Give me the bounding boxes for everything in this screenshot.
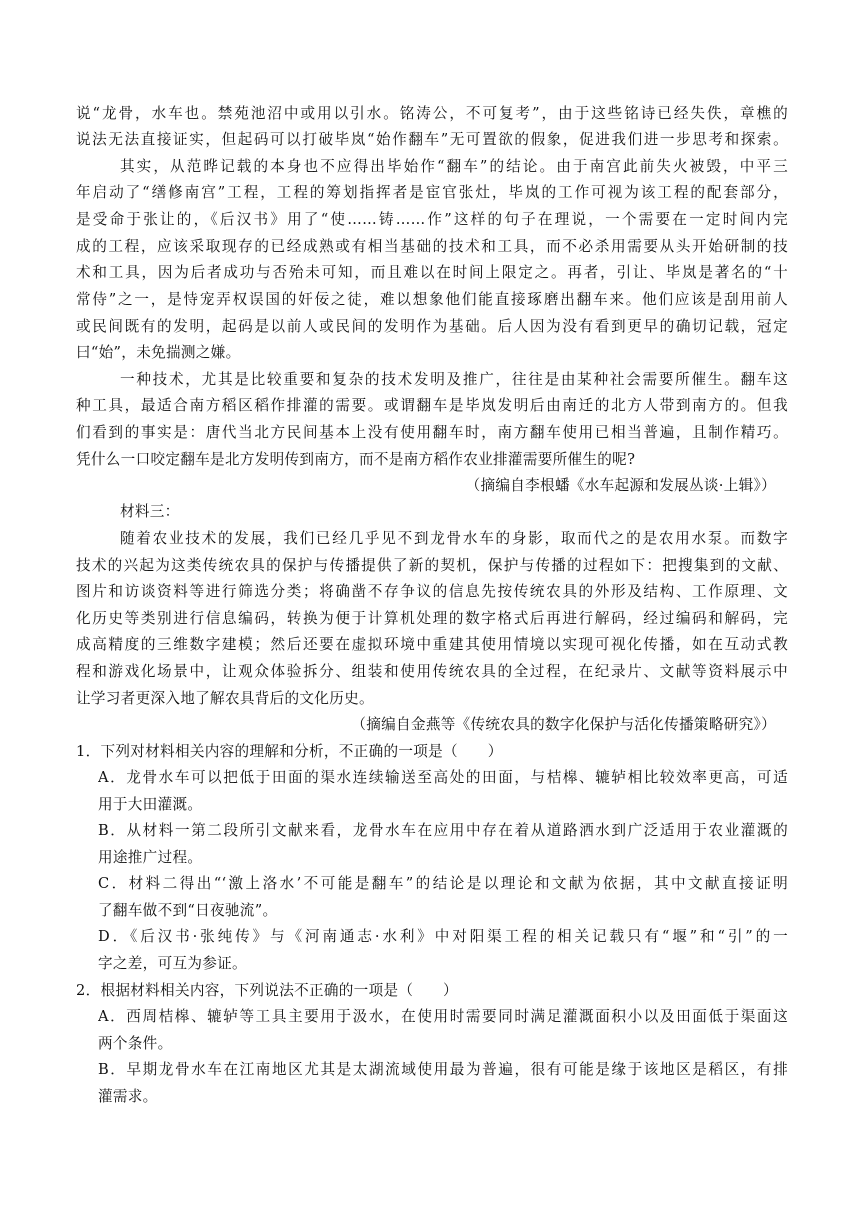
text-line: B．从材料一第二段所引文献来看，龙骨水车在应用中存在着从道路洒水到广泛适用于农业灌溉的 bbox=[98, 822, 788, 839]
text-line: 程和游戏化场景中，让观众体验拆分、组装和使用传统农具的全过程，在纪录片、文献等资料展示中 bbox=[76, 663, 788, 680]
text-line: A．龙骨水车可以把低于田面的渠水连续输送至高处的田面，与桔槔、辘轳相比较效率更高，可适 bbox=[98, 769, 788, 786]
text-line: A．西周桔槔、辘轳等工具主要用于汲水，在使用时需要同时满足灌溉面积小以及田面低于渠面这 bbox=[98, 1008, 788, 1025]
text-line: 年启动了“缮修南宫”工程，工程的筹划指挥者是宦官张灶，毕岚的工作可视为该工程的配套部分， bbox=[76, 184, 788, 201]
text-line: 们看到的事实是：唐代当北方民间基本上没有使用翻车时，南方翻车使用已相当普遍，且制作精巧。 bbox=[76, 424, 788, 441]
text-line: 用于大田灌溉。 bbox=[98, 796, 203, 813]
text-line: 一种技术，尤其是比较重要和复杂的技术发明及推广，往往是由某种社会需要所催生。翻车这 bbox=[120, 371, 788, 388]
text-line: 凭什么一口咬定翻车是北方发明传到南方，而不是南方稻作农业排灌需要所催生的呢? bbox=[76, 451, 636, 468]
text-line: 图片和访谈资料等进行筛选分类；将确凿不存争议的信息先按传统农具的外形及结构、工作原理、文 bbox=[76, 583, 788, 600]
text-line: 成的工程，应该采取现存的已经成熟或有相当基础的技术和工具，而不必杀用需要从头开始研制的技 bbox=[76, 238, 788, 255]
text-line: 技术的兴起为这类传统农具的保护与传播提供了新的契机，保护与传播的过程如下：把搜集到的文献、 bbox=[76, 557, 788, 574]
text-line: B．早期龙骨水车在江南地区尤其是太湖流域使用最为普遍，很有可能是缘于该地区是稻区，有排 bbox=[98, 1061, 788, 1078]
text-line: 常侍”之一，是恃宠弄权误国的奸佞之徒，难以想象他们能直接琢磨出翻车来。他们应该是刮用前人 bbox=[76, 291, 788, 308]
text-line: 字之差，可互为参证。 bbox=[98, 955, 247, 972]
text-line: 了翻车做不到“日夜驰流”。 bbox=[98, 902, 278, 919]
text-line: 两个条件。 bbox=[98, 1035, 173, 1052]
text-line: 成高精度的三维数字建模；然后还要在虚拟环境中重建其使用情境以实现可视化传播，如在互动式教 bbox=[76, 636, 788, 653]
text-line: 曰“始”，未免揣测之嫌。 bbox=[76, 344, 241, 361]
text-line: 术和工具，因为后者成功与否殆未可知，而且难以在时间上限定之。再者，引让、毕岚是著名的“十 bbox=[76, 264, 788, 281]
text-line: 种工具，最适合南方稻区稻作排灌的需要。或谓翻车是毕岚发明后由南迁的北方人带到南方的。但我 bbox=[76, 397, 788, 414]
text-line: 1．下列对材料相关内容的理解和分析，不正确的一项是（ ） bbox=[76, 743, 503, 760]
text-line: 是受命于张让的，《后汉书》用了“使……铸……作”这样的句子在理说，一个需要在一定时间内完 bbox=[76, 211, 788, 228]
text-line: 其实，从范晔记载的本身也不应得出毕始作“翻车”的结论。由于南宫此前失火被毁，中平三 bbox=[120, 158, 788, 175]
text-line: 随着农业技术的发展，我们已经几乎见不到龙骨水车的身影，取而代之的是农用水泵。而数字 bbox=[120, 530, 788, 547]
text-line: （摘编自李根蟠《水车起源和发展丛谈·上辑》） bbox=[465, 477, 776, 494]
text-line: D．《后汉书·张纯传》与《河南通志·水利》中对阳渠工程的相关记载只有“堰”和“引”的一 bbox=[98, 928, 788, 945]
text-line: （摘编自金燕等《传统农具的数字化保护与活化传播策略研究》） bbox=[351, 716, 776, 733]
text-line: 2．根据材料相关内容，下列说法不正确的一项是（ ） bbox=[76, 982, 458, 999]
text-line: 说“龙骨，水车也。禁苑池沼中或用以引水。铭涛公，不可复考”，由于这些铭诗已经失佚，章樵的 bbox=[76, 105, 788, 122]
text-line: 灌需求。 bbox=[98, 1088, 158, 1105]
text-line: 说法无法直接证实，但起码可以打破毕岚“始作翻车”无可置欲的假象，促进我们进一步思考和探索。 bbox=[76, 131, 788, 148]
text-line: 化历史等类别进行信息编码，转换为便于计算机处理的数字格式后再进行解码，经过编码和解码，完 bbox=[76, 610, 788, 627]
text-line: C．材料二得出“‘激上洛水’不可能是翻车”的结论是以理论和文献为依据，其中文献直接证明 bbox=[98, 875, 788, 892]
text-line: 用途推广过程。 bbox=[98, 849, 203, 866]
text-line: 或民间既有的发明，起码是以前人或民间的发明作为基础。后人因为没有看到更早的确切记载，冠定 bbox=[76, 318, 788, 335]
text-line: 让学习者更深入地了解农具背后的文化历史。 bbox=[76, 690, 374, 707]
text-line: 材料三： bbox=[120, 503, 180, 520]
